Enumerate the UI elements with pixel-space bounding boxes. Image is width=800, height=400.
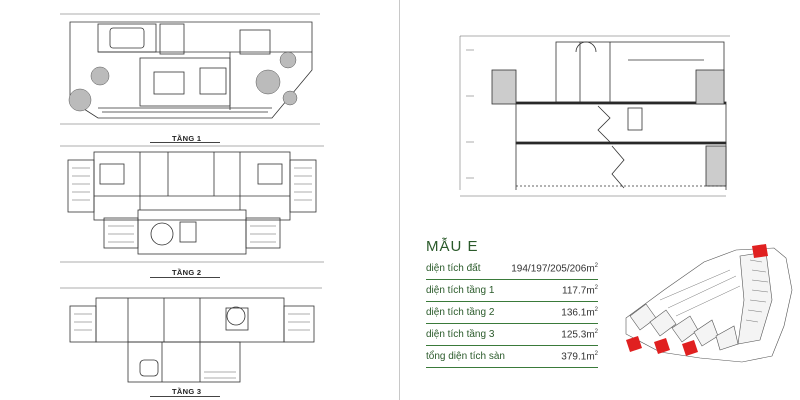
model-title: MẪU E [426,238,479,255]
stat-row-floor2-area [426,307,598,323]
stat-rule [426,279,598,280]
stat-value: $194/197/205/206m^2$ [511,263,598,275]
stat-value: $125.3m^2$ [561,329,598,341]
stat-label: tổng diện tích sàn [426,351,505,362]
floor-3-label: TẦNG 3 [172,387,202,396]
building-section [460,36,730,196]
stat-value: $117.7m^2$ [562,285,598,297]
site-plan [626,248,792,362]
stat-value: $136.1m^2$ [561,307,598,319]
stat-value: $379.1m^2$ [561,351,598,363]
stat-row-floor3-area [426,329,598,345]
stat-rule [426,301,598,302]
stat-row-total-area [426,351,598,367]
stat-label: diện tích đất [426,263,481,274]
floor-3-rule [150,396,220,397]
stat-rule [426,367,598,368]
floor-3-balconies [74,314,310,378]
floor-2-rule [150,277,220,278]
stat-row-land-area [426,263,598,279]
stat-rule [426,345,598,346]
stat-label: diện tích tầng 2 [426,307,495,318]
floor-2-label: TẦNG 2 [172,268,202,277]
floor-3-plan [60,288,322,382]
stat-row-floor1-area [426,285,598,301]
floor-2-balconies [72,168,312,242]
stat-rule [426,323,598,324]
floor-1-label: TẦNG 1 [172,134,202,143]
floor-2-plan [60,146,324,262]
floor-1-trees [69,52,297,111]
stat-label: diện tích tầng 3 [426,329,495,340]
stat-label: diện tích tầng 1 [426,285,495,296]
